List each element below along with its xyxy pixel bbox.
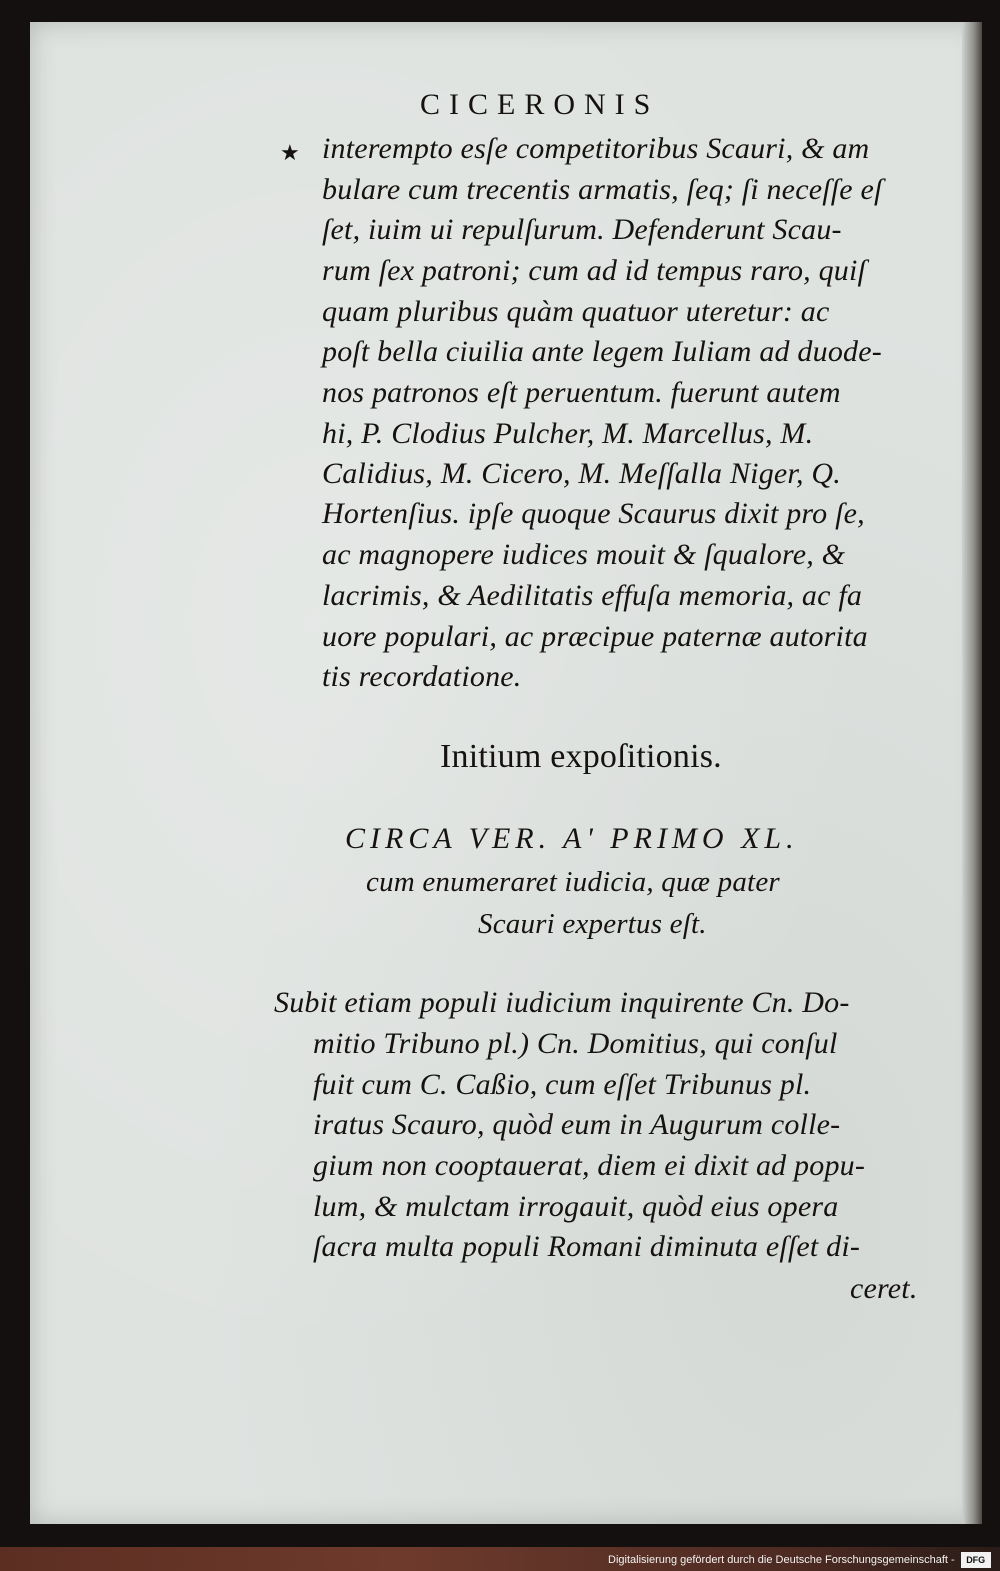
body-line-5: quam pluribus quàm quatuor uteretur: ac — [322, 295, 830, 328]
credit-text: Digitalisierung gefördert durch die Deutsche Forschungsgemeinschaft - — [608, 1554, 955, 1566]
body-line-6: poſt bella ciuilia ante legem Iuliam ad duode- — [322, 335, 882, 368]
dfg-logo-icon: DFG — [961, 1552, 991, 1568]
body-line-1: interempto esſe competitoribus Scauri, & am — [322, 132, 870, 165]
marginal-star-mark: ★ — [280, 140, 300, 165]
commentary-line-1: Subit etiam populi iudicium inquirente Cn. Do- — [274, 986, 850, 1019]
body-line-14: tis recordatione. — [322, 660, 522, 693]
commentary-line-3: fuit cum C. Caßio, cum eſſet Tribunus pl. — [313, 1068, 812, 1101]
body-line-11: ac magnopere iudices mouit & ſqualore, & — [322, 538, 846, 571]
body-line-12: lacrimis, & Aedilitatis effuſa memoria, ac fa — [322, 579, 863, 612]
body-line-8: hi, P. Clodius Pulcher, M. Marcellus, M. — [322, 417, 814, 450]
body-line-4: rum ſex patroni; cum ad id tempus raro, quiſ — [322, 254, 867, 287]
commentary-line-6: lum, & mulctam irrogauit, quòd eius opera — [313, 1190, 839, 1223]
body-line-13: uore populari, ac præcipue paternæ autorita — [322, 620, 868, 653]
commentary-line-5: gium non cooptauerat, diem ei dixit ad popu- — [313, 1149, 866, 1182]
body-line-9: Calidius, M. Cicero, M. Meſſalla Niger, Q. — [322, 457, 841, 490]
body-line-3: ſet, iuim ui repulſurum. Defenderunt Scau- — [322, 213, 842, 246]
commentary-line-8: ceret. — [850, 1272, 918, 1305]
lemma-line-2: Scauri expertus eſt. — [478, 908, 707, 940]
digitization-credit — [608, 1551, 991, 1569]
body-line-7: nos patronos eſt peruentum. fuerunt autem — [322, 376, 841, 409]
lemma-reference: CIRCA VER. A' PRIMO XL. — [345, 822, 799, 855]
body-line-2: bulare cum trecentis armatis, ſeq; ſi neceſſe eſ — [322, 173, 883, 206]
commentary-line-2: mitio Tribuno pl.) Cn. Domitius, qui conſul — [313, 1027, 838, 1060]
commentary-line-4: iratus Scauro, quòd eum in Augurum colle- — [313, 1108, 841, 1141]
running-head: CICERONIS — [420, 88, 660, 121]
lemma-line-1: cum enumeraret iudicia, quæ pater — [366, 866, 780, 898]
body-line-10: Hortenſius. ipſe quoque Scaurus dixit pro ſe, — [322, 497, 865, 530]
section-title: Initium expoſitionis. — [440, 738, 722, 775]
commentary-line-7: ſacra multa populi Romani diminuta eſſet di- — [313, 1230, 861, 1263]
book-gutter — [962, 22, 982, 1524]
